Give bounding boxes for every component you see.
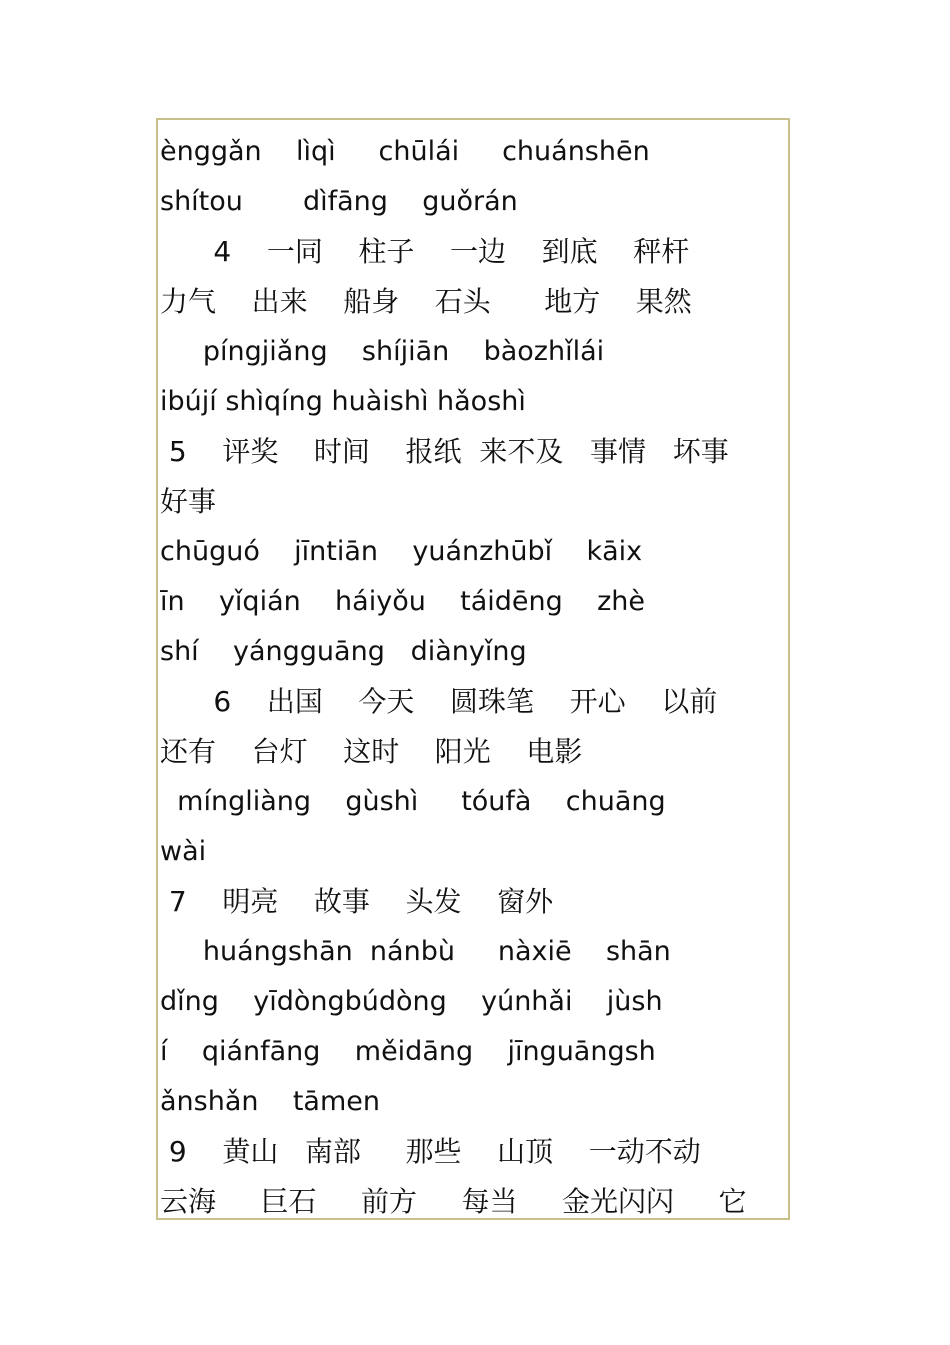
- text-line-13: 还有 台灯 这时 阳光 电影: [160, 735, 583, 768]
- text-line-2: shítou dìfāng guǒrán: [160, 186, 518, 217]
- text-line-22: 云海 巨石 前方 每当 金光闪闪 它: [160, 1185, 747, 1218]
- text-line-21: 9 黄山 南部 那些 山顶 一动不动: [160, 1135, 701, 1168]
- text-line-19: í qiánfāng měidāng jīnguāngsh: [160, 1036, 656, 1067]
- text-line-18: dǐng yīdòngbúdòng yúnhǎi jùsh: [160, 986, 663, 1017]
- text-line-5: píngjiǎng shíjiān bàozhǐlái: [160, 336, 605, 367]
- text-line-20: ǎnshǎn tāmen: [160, 1086, 380, 1117]
- text-line-11: shí yángguāng diànyǐng: [160, 636, 527, 667]
- text-line-8: 好事: [160, 485, 217, 518]
- text-line-3: 4 一同 柱子 一边 到底 秤杆: [160, 235, 690, 268]
- text-line-10: īn yǐqián háiyǒu táidēng zhè: [160, 586, 646, 617]
- text-line-4: 力气 出来 船身 石头 地方 果然: [160, 285, 692, 318]
- text-line-6: ibújí shìqíng huàishì hǎoshì: [160, 386, 526, 417]
- text-line-7: 5 评奖 时间 报纸 来不及 事情 坏事: [160, 435, 729, 468]
- text-line-15: wài: [160, 836, 207, 867]
- text-line-12: 6 出国 今天 圆珠笔 开心 以前: [160, 685, 718, 718]
- text-line-9: chūguó jīntiān yuánzhūbǐ kāix: [160, 536, 643, 567]
- text-line-16: 7 明亮 故事 头发 窗外: [160, 885, 554, 918]
- text-line-17: huángshān nánbù nàxiē shān: [160, 936, 671, 967]
- text-line-14: míngliàng gùshì tóufà chuāng: [160, 786, 666, 817]
- text-line-1: ènggǎn lìqì chūlái chuánshēn: [160, 136, 650, 167]
- document-page-frame: [156, 118, 790, 1220]
